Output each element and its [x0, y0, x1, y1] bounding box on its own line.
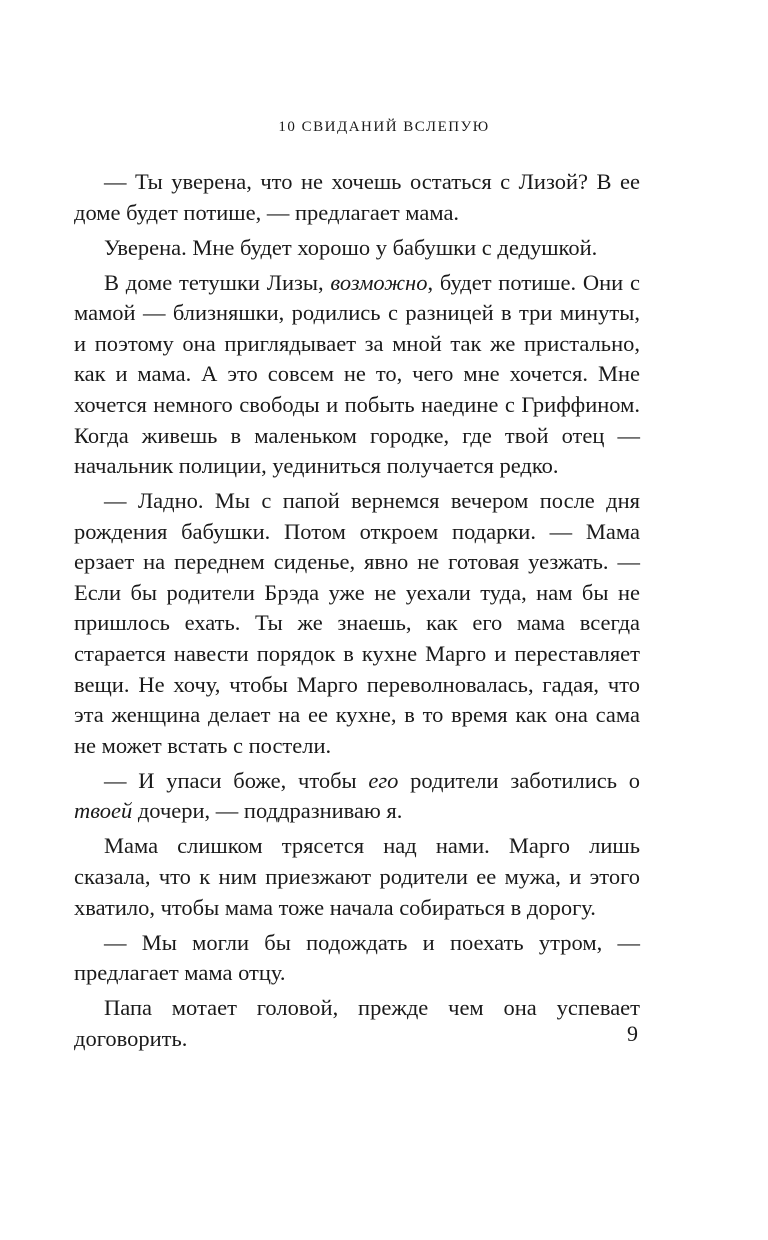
running-head: 10 СВИДАНИЙ ВСЛЕПУЮ: [278, 119, 490, 135]
italic-emphasis: возможно: [330, 269, 428, 295]
paragraph-3: В доме тетушки Лизы, возможно, будет потише. Они с мамой — близняшки, родились с разницей в три минуты, и поэтому она приглядывает за мной так же пристально, как и мама. А это совсем не то, чего мне хочется. Мне хочется немного свободы и побыть наедине с Гриффином. Когда живешь в маленьком городке, где твой отец — начальник полиции, уединиться получается редко.: [74, 269, 640, 479]
italic-emphasis: его: [368, 767, 399, 793]
body-text: [74, 167, 640, 1059]
paragraph-7: — Мы могли бы подождать и поехать утром, — предлагает мама отцу.: [74, 929, 640, 986]
paragraph-2: Уверена. Мне будет хорошо у бабушки с дедушкой.: [104, 234, 598, 260]
page-number: 9: [627, 1021, 638, 1046]
paragraph-4: — Ладно. Мы с папой вернемся вечером после дня рождения бабушки. Потом откроем подарки. — Мама ерзает на переднем сиденье, явно не готовая уезжать. — Если бы родители Брэда уже не уехали туда, нам бы не пришлось ехать. Ты же знаешь, как его мама всегда старается навести порядок в кухне Марго и переставляет вещи. Не хочу, чтобы Марго переволновалась, гадая, что эта женщина делает на ее кухне, в то время как она сама не может встать с постели.: [74, 488, 640, 758]
paragraph-5: — И упаси боже, чтобы его родители заботились о твоей дочери, — поддразниваю я.: [74, 767, 640, 824]
italic-emphasis: твоей: [74, 798, 133, 824]
paragraph-1: — Ты уверена, что не хочешь остаться с Лизой? В ее доме будет потише, — предлагает мама.: [74, 169, 640, 225]
paragraph-8: Папа мотает головой, прежде чем она успевает договорить.: [74, 995, 640, 1051]
paragraph-6: Мама слишком трясется над нами. Марго лишь сказала, что к ним приезжают родители ее мужа, и этого хватило, чтобы мама тоже начала собираться в дорогу.: [74, 833, 640, 920]
